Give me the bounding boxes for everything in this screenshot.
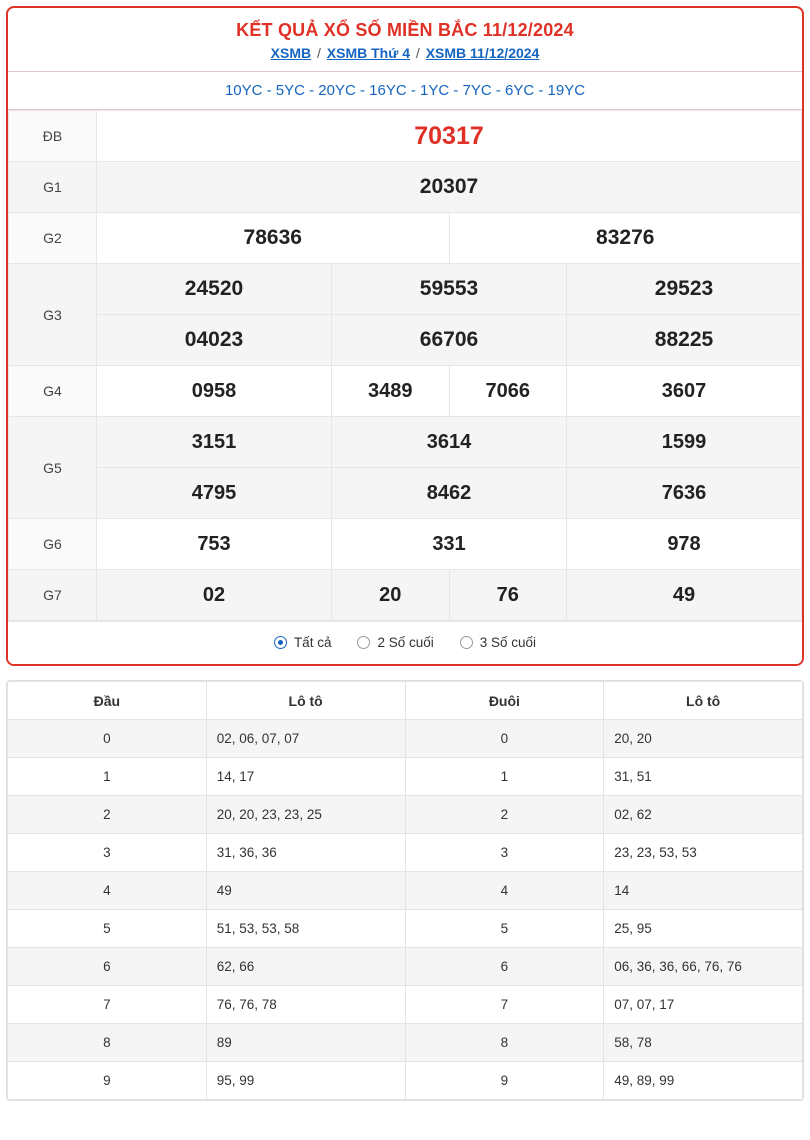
head-key: 7 [8, 986, 207, 1024]
tail-key: 3 [405, 834, 604, 872]
prize-number: 24520 [184, 277, 244, 300]
prize-cell-g6-2 [332, 519, 567, 570]
radio-option-all[interactable] [274, 635, 332, 650]
prize-cell-g5-5 [332, 468, 567, 519]
prize-number: 753 [197, 532, 231, 555]
prize-cell-g1 [97, 162, 802, 213]
tail-key: 8 [405, 1024, 604, 1062]
head-tail-header-row [8, 682, 803, 720]
head-loto: 31, 36, 36 [206, 834, 405, 872]
head-key: 3 [8, 834, 207, 872]
filter-radio-group [8, 621, 802, 664]
prize-cell-g7-2 [332, 570, 450, 621]
tail-loto: 20, 20 [604, 720, 803, 758]
prize-row-g2 [9, 213, 802, 264]
tail-loto: 14 [604, 872, 803, 910]
prize-number: 66706 [419, 328, 479, 351]
head-loto: 49 [206, 872, 405, 910]
prize-number: 59553 [419, 277, 479, 300]
head-key: 4 [8, 872, 207, 910]
page-title: KẾT QUẢ XỔ SỐ MIỀN BẮC 11/12/2024 [236, 20, 574, 40]
prize-cell-g4-4 [567, 366, 802, 417]
head-key: 1 [8, 758, 207, 796]
head-key: 6 [8, 948, 207, 986]
prize-cell-g4-2 [332, 366, 450, 417]
prize-number: 978 [667, 532, 701, 555]
head-loto: 20, 20, 23, 23, 25 [206, 796, 405, 834]
table-row [8, 986, 803, 1024]
head-loto: 14, 17 [206, 758, 405, 796]
column-header-head: Đầu [8, 682, 207, 720]
prize-cell-g6-1 [97, 519, 332, 570]
prize-row-g4 [9, 366, 802, 417]
radio-label-all: Tất cả [293, 635, 332, 650]
tail-loto: 23, 23, 53, 53 [604, 834, 803, 872]
radio-icon-last-two[interactable] [357, 636, 370, 649]
head-loto: 62, 66 [206, 948, 405, 986]
breadcrumb-link-date[interactable]: XSMB 11/12/2024 [425, 45, 540, 61]
prize-row-g7 [9, 570, 802, 621]
tail-key: 7 [405, 986, 604, 1024]
table-row [8, 758, 803, 796]
prize-label-g6: G6 [9, 519, 97, 570]
prize-cell-g3-2 [332, 264, 567, 315]
head-key: 2 [8, 796, 207, 834]
lottery-result-page [0, 6, 810, 1101]
prize-number: 88225 [654, 328, 714, 351]
column-header-tail: Đuôi [405, 682, 604, 720]
table-row [8, 1024, 803, 1062]
prize-cell-g2-1 [97, 213, 450, 264]
prize-cell-g4-3 [449, 366, 567, 417]
prize-cell-g6-3 [567, 519, 802, 570]
prize-table [8, 110, 802, 621]
lottery-codes: 10YC - 5YC - 20YC - 16YC - 1YC - 7YC - 6YC - 19YC [8, 71, 802, 110]
prize-cell-g5-3 [567, 417, 802, 468]
prize-number: 7636 [661, 481, 707, 504]
table-row [8, 948, 803, 986]
prize-label-g1: G1 [9, 162, 97, 213]
radio-label-last-two: 2 Số cuối [377, 635, 434, 650]
tail-key: 1 [405, 758, 604, 796]
prize-cell-g3-5 [332, 315, 567, 366]
prize-number: 0958 [191, 379, 237, 402]
tail-key: 4 [405, 872, 604, 910]
result-card [6, 6, 804, 666]
tail-loto: 31, 51 [604, 758, 803, 796]
prize-number: 3151 [191, 430, 237, 453]
table-row [8, 720, 803, 758]
prize-number: 4795 [191, 481, 237, 504]
prize-number: 04023 [184, 328, 244, 351]
prize-cell-g7-1 [97, 570, 332, 621]
prize-number: 70317 [414, 121, 484, 150]
prize-label-g3: G3 [9, 264, 97, 366]
head-loto: 76, 76, 78 [206, 986, 405, 1024]
prize-label-g7: G7 [9, 570, 97, 621]
prize-cell-g3-1 [97, 264, 332, 315]
tail-key: 0 [405, 720, 604, 758]
tail-key: 9 [405, 1062, 604, 1100]
head-loto: 51, 53, 53, 58 [206, 910, 405, 948]
table-row [8, 834, 803, 872]
breadcrumb-link-weekday[interactable]: XSMB Thứ 4 [326, 45, 411, 61]
prize-number: 02 [202, 583, 226, 606]
head-key: 9 [8, 1062, 207, 1100]
prize-cell-db [97, 111, 802, 162]
breadcrumb [8, 45, 802, 71]
prize-number: 8462 [426, 481, 472, 504]
prize-number: 331 [432, 532, 466, 555]
prize-number: 1599 [661, 430, 707, 453]
breadcrumb-separator-1: / [316, 45, 321, 61]
prize-cell-g5-4 [97, 468, 332, 519]
prize-cell-g3-4 [97, 315, 332, 366]
radio-label-last-three: 3 Số cuối [479, 635, 537, 650]
prize-number: 7066 [485, 379, 530, 402]
table-row [8, 910, 803, 948]
tail-loto: 25, 95 [604, 910, 803, 948]
prize-cell-g4-1 [97, 366, 332, 417]
prize-label-g2: G2 [9, 213, 97, 264]
prize-number: 3614 [426, 430, 472, 453]
prize-number: 78636 [243, 226, 302, 249]
prize-number: 29523 [654, 277, 714, 300]
table-row [8, 1062, 803, 1100]
prize-cell-g7-4 [567, 570, 802, 621]
table-row [8, 872, 803, 910]
head-loto: 02, 06, 07, 07 [206, 720, 405, 758]
prize-cell-g5-1 [97, 417, 332, 468]
prize-row-g3-b [9, 315, 802, 366]
column-header-head-loto: Lô tô [206, 682, 405, 720]
tail-key: 2 [405, 796, 604, 834]
breadcrumb-separator-2: / [415, 45, 420, 61]
prize-number: 49 [672, 583, 696, 606]
prize-cell-g3-6 [567, 315, 802, 366]
table-row [8, 796, 803, 834]
prize-row-db [9, 111, 802, 162]
tail-loto: 58, 78 [604, 1024, 803, 1062]
head-tail-section [6, 680, 804, 1101]
head-loto: 95, 99 [206, 1062, 405, 1100]
breadcrumb-link-xsmb[interactable]: XSMB [270, 45, 312, 61]
tail-key: 6 [405, 948, 604, 986]
head-key: 0 [8, 720, 207, 758]
prize-row-g5-b [9, 468, 802, 519]
tail-loto: 06, 36, 36, 66, 76, 76 [604, 948, 803, 986]
prize-number: 76 [496, 583, 519, 606]
head-key: 8 [8, 1024, 207, 1062]
radio-icon-last-three[interactable] [460, 636, 473, 649]
prize-row-g6 [9, 519, 802, 570]
radio-option-last-two[interactable] [357, 635, 433, 650]
prize-number: 83276 [596, 226, 655, 249]
prize-label-g5: G5 [9, 417, 97, 519]
tail-loto: 07, 07, 17 [604, 986, 803, 1024]
prize-cell-g7-3 [449, 570, 567, 621]
prize-cell-g5-2 [332, 417, 567, 468]
prize-label-g4: G4 [9, 366, 97, 417]
head-tail-table [7, 681, 803, 1100]
prize-number: 3489 [368, 379, 413, 402]
prize-number: 3607 [661, 379, 707, 402]
tail-loto: 49, 89, 99 [604, 1062, 803, 1100]
head-key: 5 [8, 910, 207, 948]
prize-cell-g3-3 [567, 264, 802, 315]
prize-cell-g2-2 [449, 213, 802, 264]
head-loto: 89 [206, 1024, 405, 1062]
prize-label-db: ĐB [9, 111, 97, 162]
prize-row-g1 [9, 162, 802, 213]
column-header-tail-loto: Lô tô [604, 682, 803, 720]
prize-row-g3-a [9, 264, 802, 315]
prize-row-g5-a [9, 417, 802, 468]
prize-cell-g5-6 [567, 468, 802, 519]
prize-number: 20 [379, 583, 402, 606]
tail-loto: 02, 62 [604, 796, 803, 834]
tail-key: 5 [405, 910, 604, 948]
radio-option-last-three[interactable] [460, 635, 536, 650]
radio-icon-all[interactable] [274, 636, 287, 649]
prize-number: 20307 [419, 175, 479, 198]
